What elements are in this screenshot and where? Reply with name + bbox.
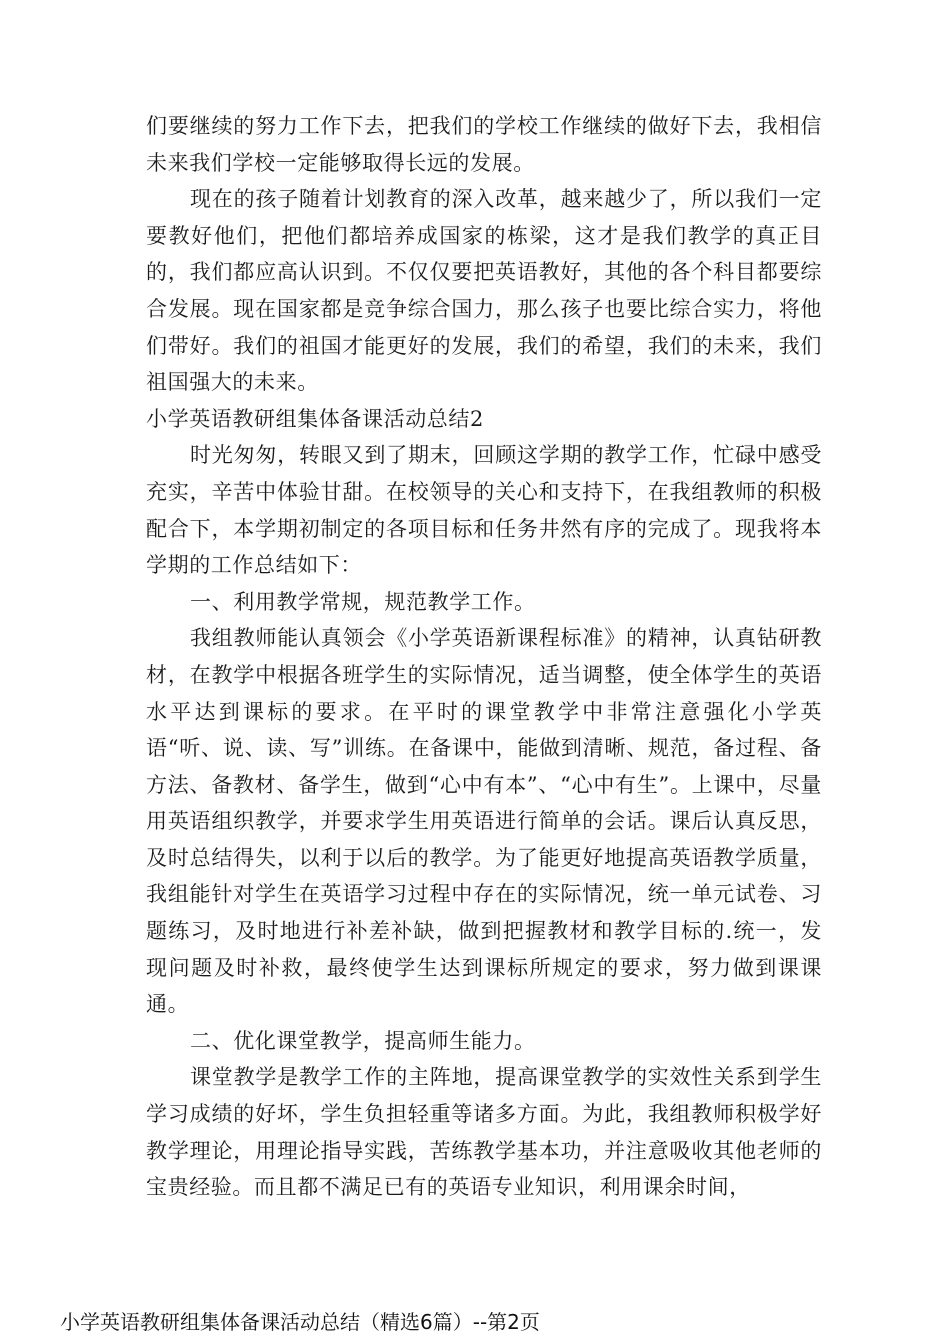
section-title: 小学英语教研组集体备课活动总结2 [146,406,484,431]
paragraph: 时光匆匆，转眼又到了期末，回顾这学期的教学工作，忙碌中感受充实，辛苦中体验甘甜。在校领导的关心和支持下，在我组教师的积极配合下，本学期初制定的各项目标和任务井然有序的完成了。现我将本学期的工作总结如下： [146,443,822,578]
paragraph: 课堂教学是教学工作的主阵地，提高课堂教学的实效性关系到学生学习成绩的好坏，学生负担轻重等诸多方面。为此，我组教师积极学好教学理论，用理论指导实践，苦练教学基本功，并注意吸收其他老师的宝贵经验。而且都不满足已有的英语专业知识，利用课余时间， [146,1065,822,1200]
paragraph: 们要继续的努力工作下去，把我们的学校工作继续的做好下去，我相信未来我们学校一定能够取得长远的发展。 [146,114,822,175]
subheading-1: 一、利用教学常规，规范教学工作。 [190,589,536,614]
document-body [146,108,822,1206]
page-footer: 小学英语教研组集体备课活动总结（精选6篇）--第2页 [60,1310,540,1334]
paragraph: 现在的孩子随着计划教育的深入改革，越来越少了，所以我们一定要教好他们，把他们都培养成国家的栋梁，这才是我们教学的真正目的，我们都应高认识到。不仅仅要把英语教好，其他的各个科目都要综合发展。现在国家都是竞争综合国力，那么孩子也要比综合实力，将他们带好。我们的祖国才能更好的发展，我们的希望，我们的未来，我们祖国强大的未来。 [146,187,822,395]
subheading-2: 二、优化课堂教学，提高师生能力。 [190,1028,536,1053]
paragraph: 我组教师能认真领会《小学英语新课程标准》的精神，认真钻研教材，在教学中根据各班学生的实际情况，适当调整，使全体学生的英语水平达到课标的要求。在平时的课堂教学中非常注意强化小学英语“听、说、读、写”训练。在备课中，能做到清晰、规范，备过程、备方法、备教材、备学生，做到“心中有本”、“心中有生”。上课中，尽量用英语组织教学，并要求学生用英语进行简单的会话。课后认真反思，及时总结得失，以利于以后的教学。为了能更好地提高英语教学质量，我组能针对学生在英语学习过程中存在的实际情况，统一单元试卷、习题练习，及时地进行补差补缺，做到把握教材和教学目标的.统一，发现问题及时补救，最终使学生达到课标所规定的要求，努力做到课课通。 [146,626,822,1017]
